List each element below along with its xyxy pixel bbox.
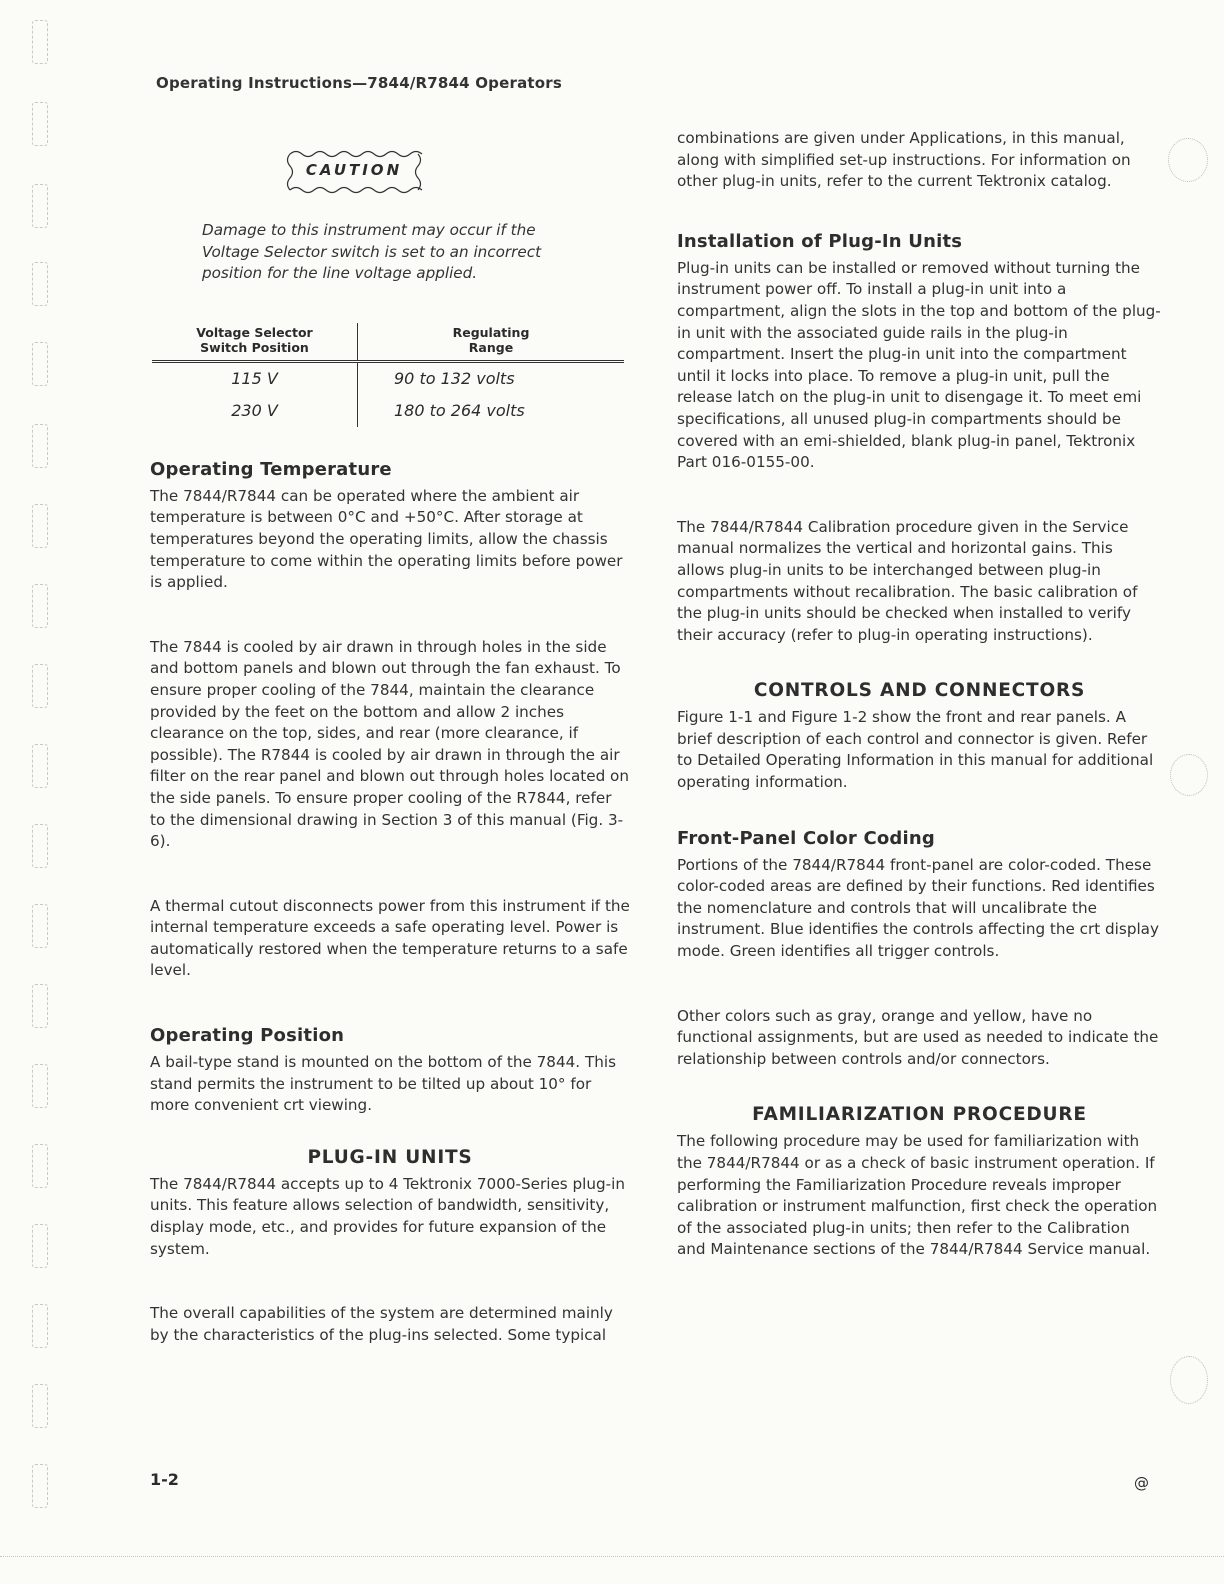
caution-label: CAUTION: [305, 161, 403, 179]
paragraph: The following procedure may be used for familiarization with the 7844/R7844 or as a check of basic instrument operation. If performing the Familiarization Procedure reveals improper calibration or instrument malfunction, first check the operation of the associated plug-in units; then refer to the Calibration and Maintenance sections of the 7844/R7844 Service manual.: [677, 1132, 1158, 1259]
binder-hole: [32, 504, 48, 548]
heading-operating-position: Operating Position: [150, 1025, 345, 1047]
running-head: Operating Instructions—7844/R7844 Operators: [156, 74, 563, 92]
table-header-regulating-range: [358, 323, 625, 362]
heading-plug-in-units: PLUG-IN UNITS: [307, 1146, 473, 1168]
heading-operating-temperature: Operating Temperature: [150, 458, 392, 480]
header-line: Range: [468, 339, 514, 355]
right-column: [677, 128, 1162, 1261]
table-cell-range: 90 to 132 volts: [394, 369, 515, 389]
paragraph: The 7844 is cooled by air drawn in through holes in the side and bottom panels and blown out through the fan exhaust. To ensure proper cooling of the 7844, maintain the clearance provided by the feet on the bottom and allow 2 inches clearance on the top, sides, and rear (more clearance, if possible). The R7844 is cooled by air drawn in through the air filter on the rear panel and blown out through holes located on the side panels. To ensure proper cooling of the R7844, refer to the dimensional drawing in Section 3 of this manual (Fig. 3-6).: [150, 637, 629, 851]
binder-hole: [32, 1224, 48, 1268]
table-cell-range: 180 to 264 volts: [394, 401, 525, 421]
table-row: [152, 361, 624, 395]
paragraph: The 7844/R7844 can be operated where the ambient air temperature is between 0°C and +50°C. After storage at temperatures beyond the operating limits, allow the chassis temperature to come within the operating limits before power is applied.: [150, 486, 623, 592]
header-line: Voltage Selector: [196, 324, 313, 340]
margin-punch-mark: [1170, 1356, 1208, 1404]
paragraph: The 7844/R7844 Calibration procedure given in the Service manual normalizes the vertical and horizontal gains. This allows plug-in units to be interchanged between plug-in compartments without recalibration. The basic calibration of the plug-in units should be checked when installed to verify their accuracy (refer to plug-in operating instructions).: [677, 517, 1138, 644]
binder-hole: [32, 584, 48, 628]
binder-hole: [32, 184, 48, 228]
paragraph: A thermal cutout disconnects power from this instrument if the internal temperature exceeds a safe operating level. Power is automatically restored when the temperature returns to a safe level.: [150, 896, 630, 980]
margin-punch-mark: [1170, 754, 1208, 796]
margin-punch-mark: [1168, 138, 1208, 182]
voltage-selector-table: [152, 323, 624, 427]
table-cell-position: 230 V: [152, 395, 358, 427]
paragraph: Portions of the 7844/R7844 front-panel are color-coded. These color-coded areas are defined by their functions. Red identifies the nomenclature and controls that will uncalibrate the instrument. Blue identifies the controls affecting the crt display mode. Green identifies all trigger controls.: [677, 855, 1159, 961]
binder-hole: [32, 824, 48, 868]
paragraph: The 7844/R7844 accepts up to 4 Tektronix 7000-Series plug-in units. This feature allows selection of bandwidth, sensitivity, display mode, etc., and provides for future expansion of the system.: [150, 1174, 625, 1258]
binder-hole: [32, 744, 48, 788]
binder-hole: [32, 1304, 48, 1348]
caution-note: Damage to this instrument may occur if the Voltage Selector switch is set to an incorrect position for the line voltage applied.: [202, 221, 542, 283]
paragraph: A bail-type stand is mounted on the bottom of the 7844. This stand permits the instrument to be tilted up about 10° for more convenient crt viewing.: [150, 1053, 616, 1115]
header-line: Regulating: [452, 324, 530, 340]
page-number: 1-2: [150, 1470, 179, 1489]
binder-hole: [32, 1064, 48, 1108]
left-column: [150, 130, 630, 1346]
binder-hole: [32, 342, 48, 386]
paragraph: Plug-in units can be installed or removed without turning the instrument power off. To install a plug-in unit into a compartment, align the slots in the top and bottom of the plug-in unit with the associated guide rails in the plug-in compartment. Insert the plug-in unit into the compartment until it locks into place. To remove a plug-in unit, pull the release latch on the plug-in unit to disengage it. To meet emi specifications, all unused plug-in compartments should be covered with an emi-shielded, blank plug-in panel, Tektronix Part 016-0155-00.: [677, 258, 1161, 472]
table-row: [152, 395, 624, 427]
binder-hole: [32, 984, 48, 1028]
heading-controls-and-connectors: CONTROLS AND CONNECTORS: [753, 680, 1086, 702]
binder-hole: [32, 20, 48, 64]
table-cell-position: 115 V: [152, 361, 358, 395]
paragraph: The overall capabilities of the system are determined mainly by the characteristics of the plug-ins selected. Some typical: [150, 1304, 613, 1344]
binder-hole: [32, 904, 48, 948]
binder-hole: [32, 262, 48, 306]
binder-hole: [32, 1464, 48, 1508]
heading-front-panel-color-coding: Front-Panel Color Coding: [677, 827, 935, 849]
binder-holes: [30, 0, 54, 1584]
page-edge-dots: [0, 1556, 1224, 1559]
caution-block: [150, 130, 630, 200]
caution-frame: [284, 148, 424, 194]
binder-hole: [32, 102, 48, 146]
paragraph: Figure 1-1 and Figure 1-2 show the front and rear panels. A brief description of each control and connector is given. Refer to Detailed Operating Information in this manual for additional operating information.: [677, 708, 1154, 792]
table-header-voltage-selector: [152, 323, 358, 362]
heading-familiarization-procedure: FAMILIARIZATION PROCEDURE: [752, 1104, 1087, 1126]
heading-installation: Installation of Plug-In Units: [677, 230, 963, 252]
binder-hole: [32, 1384, 48, 1428]
binder-hole: [32, 424, 48, 468]
paragraph: combinations are given under Applications, in this manual, along with simplified set-up instructions. For information on other plug-in units, refer to the current Tektronix catalog.: [677, 129, 1131, 191]
header-line: Switch Position: [200, 339, 309, 355]
binder-hole: [32, 664, 48, 708]
paragraph: Other colors such as gray, orange and yellow, have no functional assignments, but are used as needed to indicate the relationship between controls and/or connectors.: [677, 1006, 1159, 1068]
binder-hole: [32, 1144, 48, 1188]
revision-mark: @: [1134, 1474, 1149, 1492]
